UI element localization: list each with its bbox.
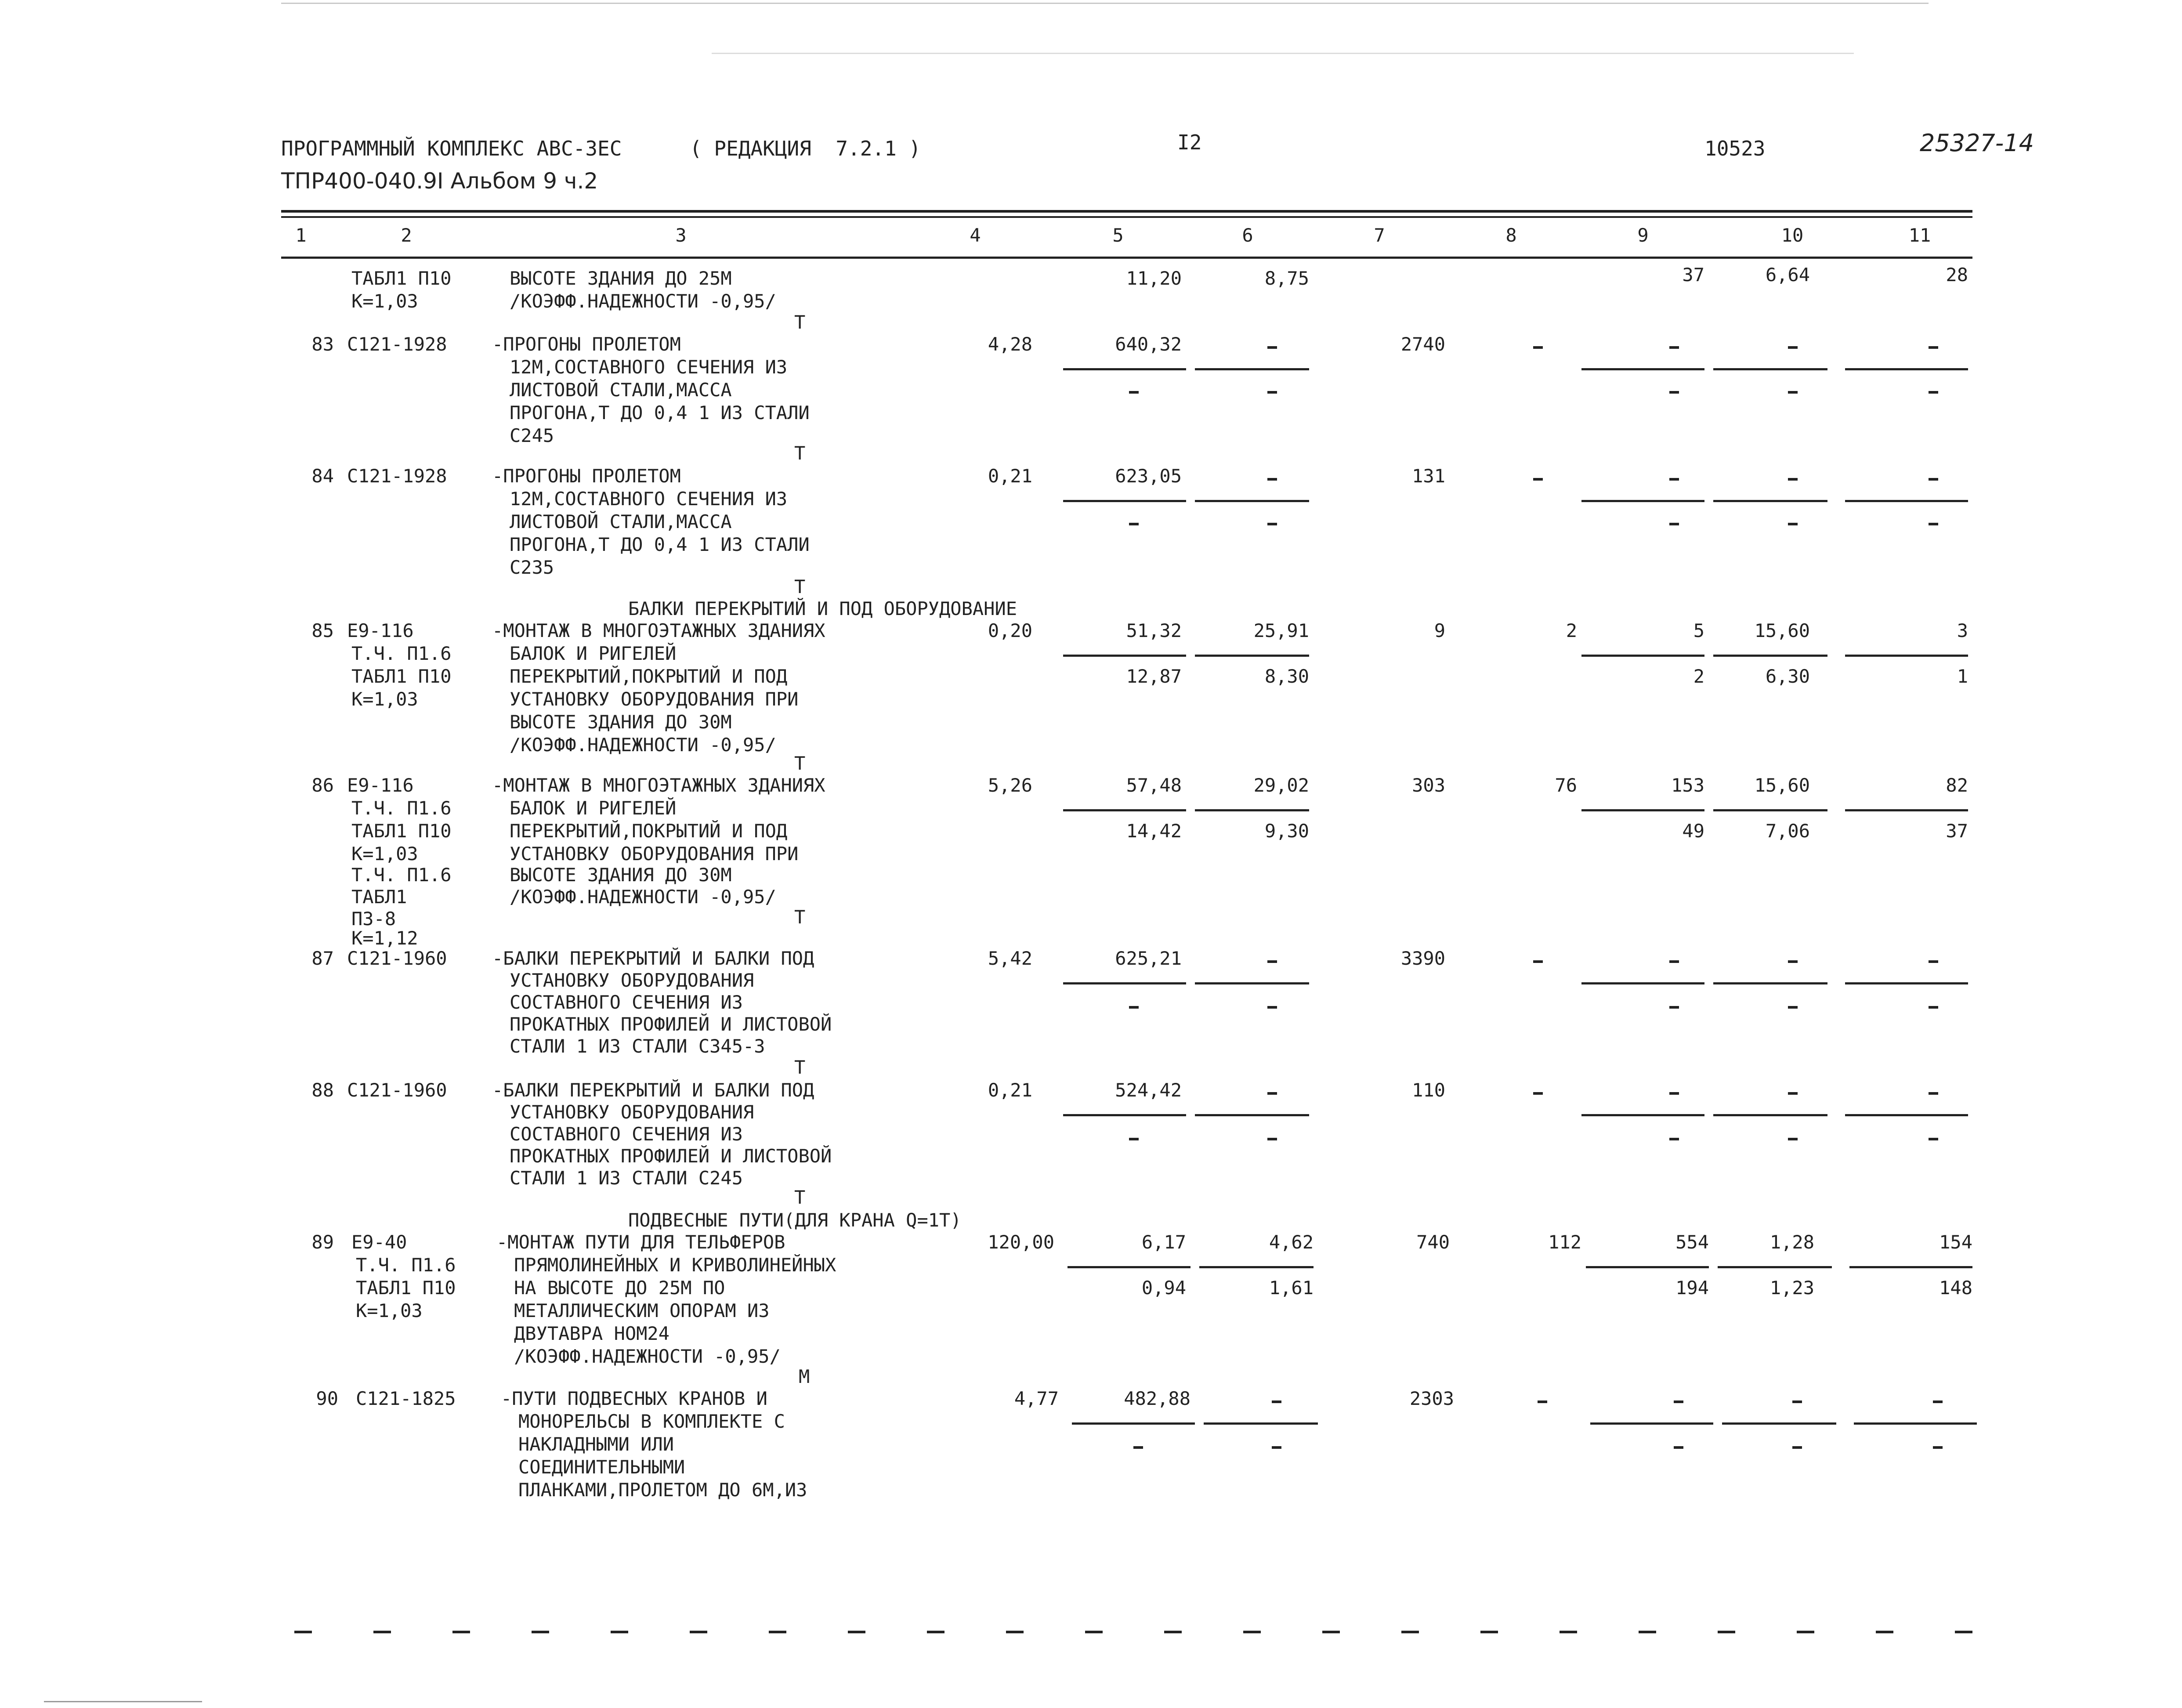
col6-value-lower: 1,61 [1269,1277,1314,1299]
col10-value: 1,28 [1769,1231,1814,1253]
empty-mark [1669,1006,1679,1009]
footer-dash [452,1631,470,1633]
quantity: 4,77 [1014,1388,1059,1409]
empty-mark [1129,1006,1139,1009]
row-number: 88 [311,1079,334,1101]
empty-mark [1538,1400,1547,1403]
fraction-rule [1581,500,1704,502]
fraction-rule [1713,500,1827,502]
col7-value: 740 [1416,1231,1450,1253]
program-name: ПРОГРАММНЫЙ КОМПЛЕКС АВС-3ЕС [281,137,622,160]
item-code: Т.Ч. П1.6 [351,797,452,819]
item-description: ЛИСТОВОЙ СТАЛИ,МАССА [510,379,732,401]
fraction-rule [1845,368,1968,370]
footer-dash [1480,1631,1498,1633]
item-description: 12М,СОСТАВНОГО СЕЧЕНИЯ ИЗ [510,356,788,378]
column-header: 9 [1637,224,1649,246]
empty-mark [1533,346,1543,349]
col5-value: 623,05 [1115,465,1182,487]
footer-dash [1797,1631,1814,1633]
item-code: К=1,03 [351,843,418,865]
item-code: К=1,03 [351,290,418,312]
col11-value-lower: 1 [1957,666,1968,687]
col11-value: 82 [1946,774,1968,796]
item-description: СОЕДИНИТЕЛЬНЫМИ [518,1456,685,1478]
fraction-rule [1845,500,1968,502]
fraction-rule [1581,982,1704,984]
fraction-rule [1854,1422,1977,1425]
scan-artifact-line [44,1701,202,1702]
scan-artifact-line [712,53,1854,54]
col7-value: 9 [1434,620,1445,641]
empty-mark [1533,478,1543,481]
empty-mark [1669,1138,1679,1140]
col10-value: 15,60 [1754,620,1810,641]
empty-mark [1267,960,1277,963]
quantity: 0,20 [988,620,1032,641]
unit-mark: М [799,1366,810,1387]
item-description: -МОНТАЖ В МНОГОЭТАЖНЫХ ЗДАНИЯХ [492,620,825,641]
column-header: 3 [675,224,687,246]
empty-mark [1674,1446,1683,1449]
item-description: НАКЛАДНЫМИ ИЛИ [518,1433,674,1455]
empty-mark [1669,960,1679,963]
empty-mark [1929,478,1938,481]
item-description: ДВУТАВРА НОМ24 [514,1323,670,1344]
empty-mark [1533,1092,1543,1095]
item-code: ТАБЛ1 П10 [356,1277,456,1299]
empty-mark [1267,478,1277,481]
item-description: -МОНТАЖ В МНОГОЭТАЖНЫХ ЗДАНИЯХ [492,774,825,796]
fraction-rule [1204,1422,1318,1425]
fraction-rule [1195,1114,1309,1116]
footer-dash [1639,1631,1656,1633]
col7-value: 303 [1412,774,1445,796]
fraction-rule [1581,655,1704,657]
document-number: 10523 [1704,137,1766,160]
fraction-rule [1586,1266,1709,1268]
col11-value-lower: 148 [1939,1277,1972,1299]
quantity: 120,00 [988,1231,1054,1253]
empty-mark [1272,1400,1281,1403]
fraction-rule [1063,982,1186,984]
footer-dash [1006,1631,1024,1633]
item-code: ТАБЛ1 П10 [351,666,452,687]
item-description: С245 [510,425,554,446]
table-top-rule [281,210,1972,213]
col9-value-lower: 2 [1693,666,1704,687]
item-description: МЕТАЛЛИЧЕСКИМ ОПОРАМ ИЗ [514,1300,770,1321]
fraction-rule [1063,1114,1186,1116]
item-description: ПЕРЕКРЫТИЙ,ПОКРЫТИЙ И ПОД [510,820,788,842]
fraction-rule [1845,655,1968,657]
quantity: 5,42 [988,948,1032,969]
fraction-rule [1072,1422,1195,1425]
footer-dash [373,1631,391,1633]
footer-dash [690,1631,707,1633]
fraction-rule [1713,1114,1827,1116]
item-code: Т.Ч. П1.6 [351,864,452,886]
empty-mark [1669,478,1679,481]
item-description: /КОЭФФ.НАДЕЖНОСТИ -0,95/ [510,734,776,756]
item-description: УСТАНОВКУ ОБОРУДОВАНИЯ ПРИ [510,688,799,710]
col6-value: 25,91 [1253,620,1309,641]
empty-mark [1788,391,1798,394]
page-number: I2 [1177,130,1202,154]
col5-value-lower: 12,87 [1126,666,1182,687]
empty-mark [1669,1092,1679,1095]
col8-value: 2 [1566,620,1577,641]
row-number: 87 [311,948,334,969]
empty-mark [1788,478,1798,481]
fraction-rule [1713,809,1827,811]
column-header-rule [281,257,1972,259]
item-code: Е9-40 [351,1231,407,1253]
item-description: -ПРОГОНЫ ПРОЛЕТОМ [492,333,681,355]
column-header: 10 [1781,224,1804,246]
fraction-rule [1713,368,1827,370]
column-header: 8 [1505,224,1517,246]
empty-mark [1533,960,1543,963]
footer-dash [769,1631,786,1633]
item-description: ПРОГОНА,Т ДО 0,4 1 ИЗ СТАЛИ [510,534,810,555]
col9-value-lower: 49 [1682,820,1704,842]
col5-value: 625,21 [1115,948,1182,969]
handwritten-doc-code: 25327-14 [1920,129,2034,157]
col5-value: 482,88 [1124,1388,1191,1409]
empty-mark [1267,523,1277,525]
item-code: К=1,12 [351,927,418,949]
item-description: МОНОРЕЛЬСЫ В КОМПЛЕКТЕ С [518,1411,785,1432]
footer-dash [611,1631,628,1633]
col6-value: 8,75 [1264,268,1309,289]
col9-value-lower: 194 [1675,1277,1709,1299]
fraction-rule [1713,982,1827,984]
footer-dash [1085,1631,1103,1633]
fraction-rule [1063,655,1186,657]
col5-value: 51,32 [1126,620,1182,641]
footer-dash [532,1631,549,1633]
table-top-rule-2 [281,216,1972,218]
empty-mark [1788,1138,1798,1140]
item-description: /КОЭФФ.НАДЕЖНОСТИ -0,95/ [510,290,776,312]
row-number: 90 [316,1388,338,1409]
fraction-rule [1722,1422,1836,1425]
fraction-rule [1590,1422,1713,1425]
col8-value: 112 [1548,1231,1581,1253]
empty-mark [1133,1446,1143,1449]
col10-value-lower: 7,06 [1765,820,1810,842]
fraction-rule [1581,368,1704,370]
col9-value: 554 [1675,1231,1709,1253]
empty-mark [1669,391,1679,394]
item-description: ПЛАНКАМИ,ПРОЛЕТОМ ДО 6М,ИЗ [518,1479,807,1501]
empty-mark [1929,960,1938,963]
col7-value: 2303 [1409,1388,1454,1409]
item-code: ТАБЛ1 П10 [351,268,452,289]
item-description: СТАЛИ 1 ИЗ СТАЛИ С345-3 [510,1035,765,1057]
fraction-rule [1713,655,1827,657]
unit-mark: Т [794,1187,806,1208]
unit-mark: Т [794,442,806,464]
item-description: УСТАНОВКУ ОБОРУДОВАНИЯ ПРИ [510,843,799,865]
unit-mark: Т [794,906,806,928]
item-description: ПРОГОНА,Т ДО 0,4 1 ИЗ СТАЛИ [510,402,810,423]
item-code: Е9-116 [347,774,414,796]
fraction-rule [1063,809,1186,811]
item-description: ПРОКАТНЫХ ПРОФИЛЕЙ И ЛИСТОВОЙ [510,1145,832,1167]
edition: ( РЕДАКЦИЯ 7.2.1 ) [690,137,921,160]
unit-mark: Т [794,1057,806,1078]
col6-value-lower: 9,30 [1264,820,1309,842]
footer-dash [1876,1631,1893,1633]
unit-mark: Т [794,753,806,774]
empty-mark [1267,1006,1277,1009]
item-code: С121-1960 [347,1079,447,1101]
item-description: -ПРОГОНЫ ПРОЛЕТОМ [492,465,681,487]
item-description: ВЫСОТЕ ЗДАНИЯ ДО 30М [510,864,732,886]
item-description: -БАЛКИ ПЕРЕКРЫТИЙ И БАЛКИ ПОД [492,1079,814,1101]
item-code: С121-1928 [347,465,447,487]
item-description: СОСТАВНОГО СЕЧЕНИЯ ИЗ [510,1123,743,1145]
fraction-rule [1718,1266,1832,1268]
col9-value: 37 [1682,264,1704,286]
section-heading: ПОДВЕСНЫЕ ПУТИ(ДЛЯ КРАНА Q=1Т) [628,1209,962,1231]
column-header: 5 [1112,224,1124,246]
item-description: С235 [510,557,554,578]
item-code: К=1,03 [351,688,418,710]
item-code: К=1,03 [356,1300,423,1321]
item-description: -МОНТАЖ ПУТИ ДЛЯ ТЕЛЬФЕРОВ [496,1231,785,1253]
row-number: 86 [311,774,334,796]
empty-mark [1929,346,1938,349]
col5-value: 57,48 [1126,774,1182,796]
item-description: ПРОКАТНЫХ ПРОФИЛЕЙ И ЛИСТОВОЙ [510,1013,832,1035]
item-description: ВЫСОТЕ ЗДАНИЯ ДО 30М [510,711,732,733]
item-description: УСТАНОВКУ ОБОРУДОВАНИЯ [510,1101,754,1123]
row-number: 83 [311,333,334,355]
col5-value-lower: 14,42 [1126,820,1182,842]
scan-artifact-line [281,3,1929,4]
fraction-rule [1067,1266,1191,1268]
fraction-rule [1195,500,1309,502]
fraction-rule [1581,809,1704,811]
fraction-rule [1845,1114,1968,1116]
empty-mark [1788,960,1798,963]
item-description: /КОЭФФ.НАДЕЖНОСТИ -0,95/ [510,886,776,908]
empty-mark [1267,1138,1277,1140]
footer-dash [1322,1631,1340,1633]
empty-mark [1267,1092,1277,1095]
col5-value: 640,32 [1115,333,1182,355]
footer-dash [294,1631,312,1633]
empty-mark [1669,523,1679,525]
unit-mark: Т [794,311,806,333]
col5-value-lower: 0,94 [1141,1277,1186,1299]
empty-mark [1929,1138,1938,1140]
col11-value-lower: 37 [1946,820,1968,842]
footer-dash [927,1631,944,1633]
item-code: Т.Ч. П1.6 [356,1254,456,1276]
item-description: ПЕРЕКРЫТИЙ,ПОКРЫТИЙ И ПОД [510,666,788,687]
empty-mark [1929,1006,1938,1009]
item-description: -БАЛКИ ПЕРЕКРЫТИЙ И БАЛКИ ПОД [492,948,814,969]
footer-dash [1401,1631,1419,1633]
empty-mark [1669,346,1679,349]
item-code: П3-8 [351,908,396,930]
col6-value: 29,02 [1253,774,1309,796]
fraction-rule [1195,982,1309,984]
col5-value: 6,17 [1141,1231,1186,1253]
footer-dash [1718,1631,1735,1633]
fraction-rule [1845,809,1968,811]
item-description: ЛИСТОВОЙ СТАЛИ,МАССА [510,511,732,532]
row-number: 85 [311,620,334,641]
row-number: 89 [311,1231,334,1253]
quantity: 0,21 [988,465,1032,487]
unit-mark: Т [794,576,806,597]
col7-value: 3390 [1400,948,1445,969]
footer-dash [1955,1631,1972,1633]
fraction-rule [1581,1114,1704,1116]
item-code: С121-1825 [356,1388,456,1409]
col10-value: 15,60 [1754,774,1810,796]
fraction-rule [1195,655,1309,657]
col10-value-lower: 1,23 [1769,1277,1814,1299]
section-heading: БАЛКИ ПЕРЕКРЫТИЙ И ПОД ОБОРУДОВАНИЕ [628,598,1017,619]
col5-value: 524,42 [1115,1079,1182,1101]
col11-value: 154 [1939,1231,1972,1253]
empty-mark [1788,346,1798,349]
empty-mark [1929,523,1938,525]
column-header: 4 [970,224,981,246]
fraction-rule [1195,809,1309,811]
column-header: 7 [1374,224,1385,246]
empty-mark [1788,1092,1798,1095]
item-description: ПРЯМОЛИНЕЙНЫХ И КРИВОЛИНЕЙНЫХ [514,1254,836,1276]
col7-value: 110 [1412,1079,1445,1101]
empty-mark [1129,1138,1139,1140]
item-description: БАЛОК И РИГЕЛЕЙ [510,797,677,819]
col7-value: 131 [1412,465,1445,487]
empty-mark [1129,391,1139,394]
empty-mark [1129,523,1139,525]
item-description: /КОЭФФ.НАДЕЖНОСТИ -0,95/ [514,1346,781,1367]
item-description: УСТАНОВКУ ОБОРУДОВАНИЯ [510,970,754,991]
column-header: 6 [1242,224,1253,246]
item-description: ВЫСОТЕ ЗДАНИЯ ДО 25М [510,268,732,289]
empty-mark [1272,1446,1281,1449]
item-code: С121-1960 [347,948,447,969]
item-description: НА ВЫСОТЕ ДО 25М ПО [514,1277,725,1299]
item-description: СОСТАВНОГО СЕЧЕНИЯ ИЗ [510,992,743,1013]
column-header: 2 [401,224,412,246]
footer-dash [1560,1631,1577,1633]
empty-mark [1929,391,1938,394]
fraction-rule [1199,1266,1314,1268]
col10-value-lower: 6,30 [1765,666,1810,687]
col6-value-lower: 8,30 [1264,666,1309,687]
item-description: БАЛОК И РИГЕЛЕЙ [510,643,677,664]
item-code: Е9-116 [347,620,414,641]
item-description: -ПУТИ ПОДВЕСНЫХ КРАНОВ И [501,1388,767,1409]
empty-mark [1788,1006,1798,1009]
col11-value: 3 [1957,620,1968,641]
column-header: 11 [1908,224,1931,246]
col9-value: 5 [1693,620,1704,641]
item-code: Т.Ч. П1.6 [351,643,452,664]
empty-mark [1792,1446,1802,1449]
footer-dash [848,1631,865,1633]
project-code: ТПР400-040.9I Альбом 9 ч.2 [281,168,598,194]
empty-mark [1792,1400,1802,1403]
empty-mark [1933,1400,1943,1403]
item-code: ТАБЛ1 П10 [351,820,452,842]
col8-value: 76 [1555,774,1577,796]
item-description: 12М,СОСТАВНОГО СЕЧЕНИЯ ИЗ [510,488,788,510]
col7-value: 2740 [1400,333,1445,355]
quantity: 5,26 [988,774,1032,796]
item-code: ТАБЛ1 [351,886,407,908]
quantity: 0,21 [988,1079,1032,1101]
empty-mark [1267,391,1277,394]
fraction-rule [1849,1266,1972,1268]
empty-mark [1788,523,1798,525]
col6-value: 4,62 [1269,1231,1314,1253]
quantity: 4,28 [988,333,1032,355]
footer-dash [1164,1631,1182,1633]
empty-mark [1674,1400,1683,1403]
col10-value: 6,64 [1765,264,1810,286]
col11-value: 28 [1946,264,1968,286]
column-header: 1 [295,224,307,246]
empty-mark [1933,1446,1943,1449]
col5-value: 11,20 [1126,268,1182,289]
fraction-rule [1063,368,1186,370]
fraction-rule [1195,368,1309,370]
fraction-rule [1063,500,1186,502]
item-code: С121-1928 [347,333,447,355]
empty-mark [1267,346,1277,349]
row-number: 84 [311,465,334,487]
col9-value: 153 [1671,774,1704,796]
fraction-rule [1845,982,1968,984]
footer-dash [1243,1631,1261,1633]
empty-mark [1929,1092,1938,1095]
item-description: СТАЛИ 1 ИЗ СТАЛИ С245 [510,1167,743,1189]
